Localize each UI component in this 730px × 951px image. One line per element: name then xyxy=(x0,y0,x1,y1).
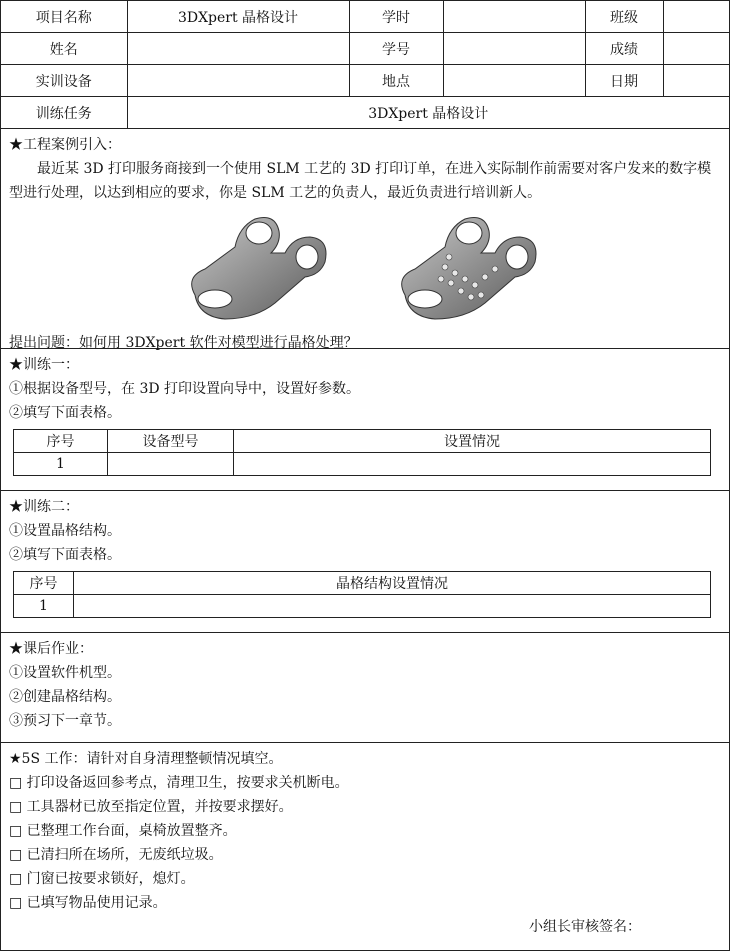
cell-lattice-settings[interactable] xyxy=(74,595,711,618)
header-label-task: 训练任务 xyxy=(1,97,127,129)
header-value-student-id[interactable] xyxy=(443,33,585,65)
header-row xyxy=(1,1,729,33)
header-value-class[interactable] xyxy=(663,1,729,33)
homework-item: ②创建晶格结构。 xyxy=(9,689,121,705)
table-header-row xyxy=(14,430,711,453)
homework-item: ①设置软件机型。 xyxy=(9,665,121,681)
fives-section xyxy=(1,743,729,947)
case-section xyxy=(1,129,729,349)
header-value-project: 3DXpert 晶格设计 xyxy=(127,1,349,33)
training2-section xyxy=(1,491,729,633)
fives-checkbox-item[interactable]: □ 门窗已按要求锁好，熄灯。 xyxy=(9,871,195,887)
header-row xyxy=(1,97,729,129)
fives-checkbox-item[interactable]: □ 已清扫所在场所，无废纸垃圾。 xyxy=(9,847,223,863)
training2-table xyxy=(13,571,711,618)
header-value-equipment[interactable] xyxy=(127,65,349,97)
solid-bracket-image xyxy=(175,207,345,325)
header-label-student-id: 学号 xyxy=(349,33,443,65)
header-label-project: 项目名称 xyxy=(1,1,127,33)
fives-title: ★5S 工作：请针对自身清理整顿情况填空。 xyxy=(9,751,283,767)
training2-item: ①设置晶格结构。 xyxy=(9,523,121,539)
fives-checkbox-item[interactable]: □ 打印设备返回参考点，清理卫生，按要求关机断电。 xyxy=(9,775,349,791)
fives-checkbox-item[interactable]: □ 已整理工作台面，桌椅放置整齐。 xyxy=(9,823,237,839)
cell-device-model[interactable] xyxy=(108,453,234,476)
cell-index: 1 xyxy=(14,453,108,476)
header-value-hours[interactable] xyxy=(443,1,585,33)
header-label-date: 日期 xyxy=(585,65,663,97)
header-label-hours: 学时 xyxy=(349,1,443,33)
case-question: 提出问题：如何用 3DXpert 软件对模型进行晶格处理？ xyxy=(9,335,358,351)
training2-item: ②填写下面表格。 xyxy=(9,547,121,563)
col-header-lattice-settings: 晶格结构设置情况 xyxy=(74,572,711,595)
training1-title: ★训练一： xyxy=(9,357,79,373)
header-label-name: 姓名 xyxy=(1,33,127,65)
col-header-settings: 设置情况 xyxy=(234,430,711,453)
header-label-equipment: 实训设备 xyxy=(1,65,127,97)
header-row xyxy=(1,65,729,97)
training2-title: ★训练二： xyxy=(9,499,79,515)
case-paragraph: 最近某 3D 打印服务商接到一个使用 SLM 工艺的 3D 打印订单，在进入实际制作前需要对客户发来的数字模型进行处理，以达到相应的要求，你是 SLM 工艺的负责人，最近负责进行培训新人。 xyxy=(9,161,712,201)
header-value-date[interactable] xyxy=(663,65,729,97)
training1-section xyxy=(1,349,729,491)
homework-item: ③预习下一章节。 xyxy=(9,713,121,729)
header-label-class: 班级 xyxy=(585,1,663,33)
table-row xyxy=(14,453,711,476)
table-header-row xyxy=(14,572,711,595)
header-value-name[interactable] xyxy=(127,33,349,65)
col-header-index: 序号 xyxy=(14,430,108,453)
training1-table xyxy=(13,429,711,476)
header-label-score: 成绩 xyxy=(585,33,663,65)
header-row xyxy=(1,33,729,65)
cell-settings[interactable] xyxy=(234,453,711,476)
cell-index: 1 xyxy=(14,595,74,618)
training1-item: ①根据设备型号，在 3D 打印设置向导中，设置好参数。 xyxy=(9,381,361,397)
case-title: ★工程案例引入： xyxy=(9,137,121,153)
signature-label: 小组长审核签名： xyxy=(529,919,641,935)
fives-checkbox-item[interactable]: □ 工具器材已放至指定位置，并按要求摆好。 xyxy=(9,799,293,815)
homework-section xyxy=(1,633,729,743)
col-header-device-model: 设备型号 xyxy=(108,430,234,453)
homework-title: ★课后作业： xyxy=(9,641,93,657)
header-value-score[interactable] xyxy=(663,33,729,65)
col-header-index: 序号 xyxy=(14,572,74,595)
fives-checkbox-item[interactable]: □ 已填写物品使用记录。 xyxy=(9,895,167,911)
header-table xyxy=(1,1,729,129)
table-row xyxy=(14,595,711,618)
lattice-bracket-image xyxy=(385,207,555,325)
training1-item: ②填写下面表格。 xyxy=(9,405,121,421)
header-value-location[interactable] xyxy=(443,65,585,97)
header-label-location: 地点 xyxy=(349,65,443,97)
header-value-task: 3DXpert 晶格设计 xyxy=(127,97,729,129)
model-images xyxy=(9,207,721,325)
